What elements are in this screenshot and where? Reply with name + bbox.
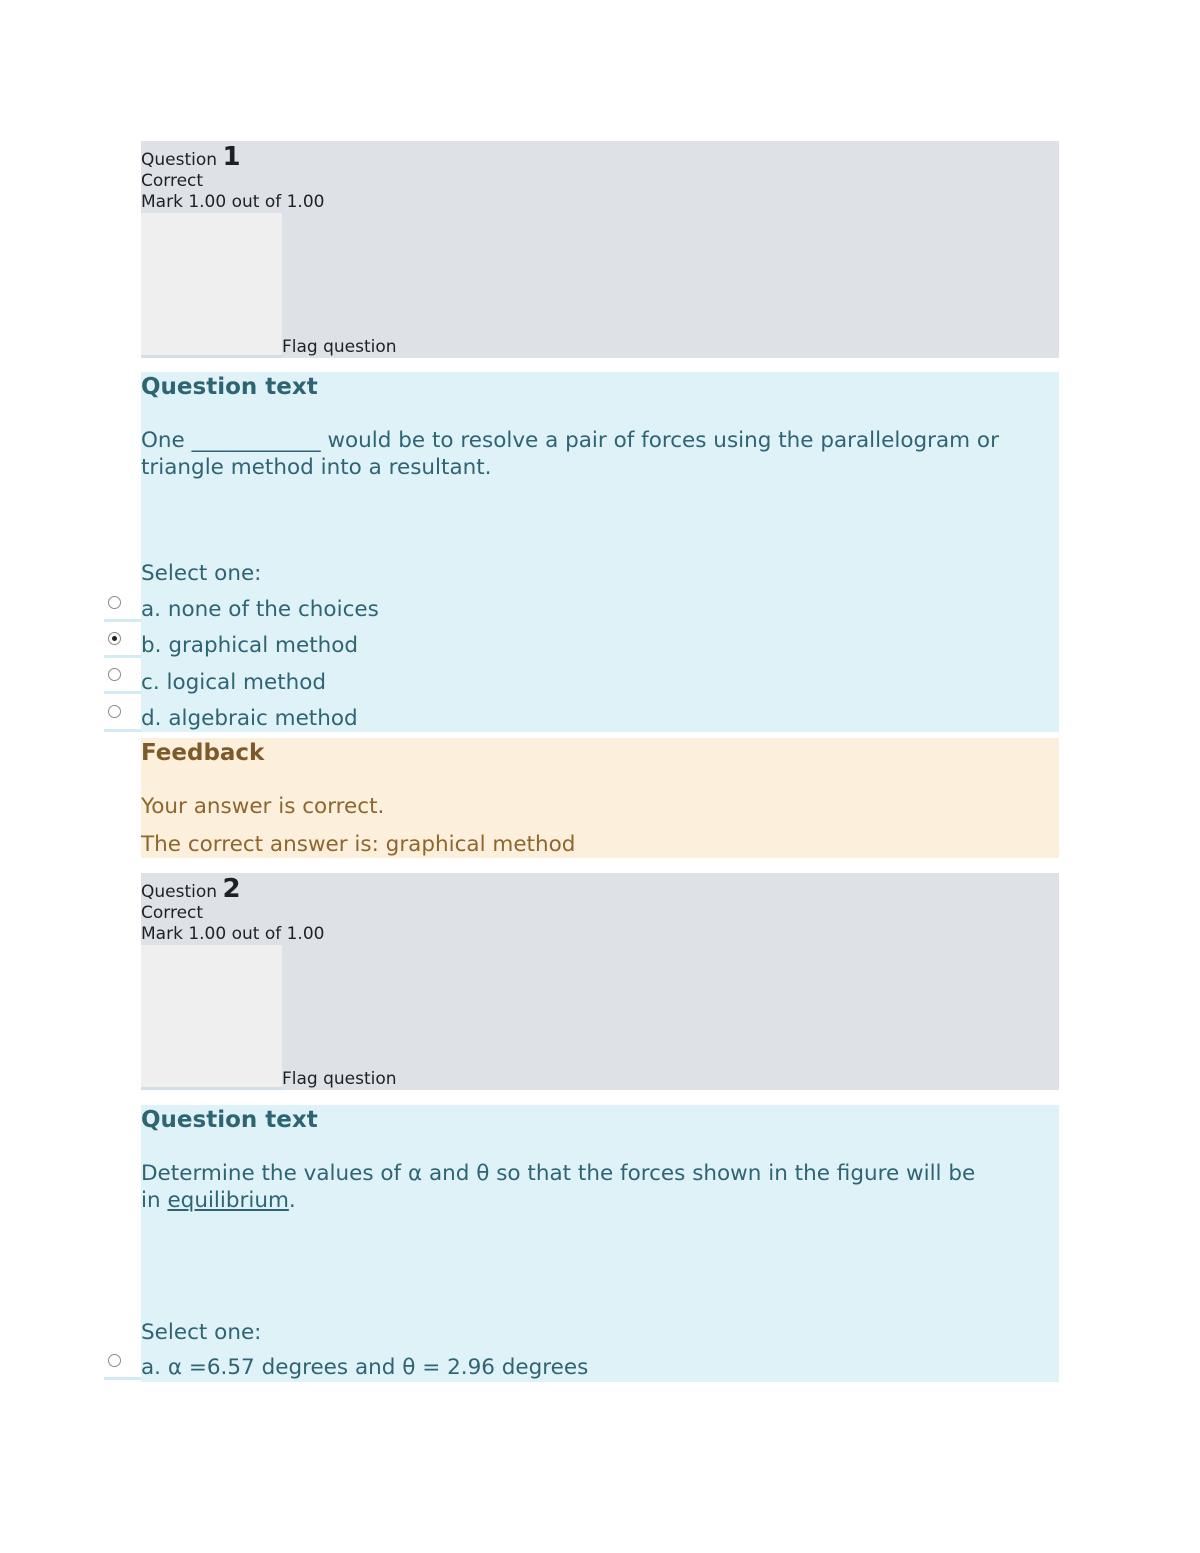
select-one-prompt: Select one: [141, 561, 262, 586]
option-a-radio[interactable] [108, 1354, 121, 1367]
flag-icon-box[interactable] [141, 213, 282, 358]
option-d-radio[interactable] [108, 705, 121, 718]
question-number: 2 [222, 874, 241, 904]
question-1-text-panel [141, 372, 1059, 732]
option-b-label[interactable]: b. graphical method [141, 633, 359, 658]
option-divider [104, 1377, 141, 1380]
equilibrium-link[interactable]: equilibrium [167, 1188, 289, 1213]
question-text-line-2: triangle method into a resultant. [141, 455, 492, 480]
flag-question-link[interactable]: Flag question [282, 1069, 397, 1089]
question-2-info [141, 873, 1059, 1090]
option-a-radio[interactable] [108, 596, 121, 609]
option-b-radio[interactable] [108, 632, 121, 645]
right-answer: The correct answer is: graphical method [141, 832, 576, 857]
option-divider [104, 691, 141, 694]
question-state: Correct [141, 903, 204, 923]
text-prefix: in [141, 1188, 168, 1213]
option-divider [104, 619, 141, 622]
question-label: Question [141, 150, 218, 170]
question-text-line-1: One ____________ would be to resolve a pair of forces using the parallelogram or [141, 428, 999, 453]
question-number: 1 [222, 142, 241, 172]
question-grade: Mark 1.00 out of 1.00 [141, 192, 325, 212]
select-one-prompt: Select one: [141, 1320, 262, 1345]
question-grade: Mark 1.00 out of 1.00 [141, 924, 325, 944]
question-1-feedback [141, 738, 1059, 858]
option-a-label[interactable]: a. α =6.57 degrees and θ = 2.96 degrees [141, 1355, 589, 1380]
flag-icon-box[interactable] [141, 945, 282, 1090]
question-text-heading: Question text [141, 374, 318, 400]
option-c-label[interactable]: c. logical method [141, 670, 327, 695]
question-label: Question [141, 882, 218, 902]
text-suffix: . [288, 1188, 296, 1213]
question-2-heading [141, 874, 241, 904]
question-text-heading: Question text [141, 1107, 318, 1133]
question-text-line-2 [141, 1187, 296, 1214]
feedback-heading: Feedback [141, 740, 265, 766]
question-2-text-panel [141, 1105, 1059, 1382]
question-text-line-1: Determine the values of α and θ so that the forces shown in the figure will be [141, 1161, 976, 1186]
option-a-label[interactable]: a. none of the choices [141, 597, 379, 622]
option-c-radio[interactable] [108, 668, 121, 681]
option-divider [104, 729, 141, 732]
flag-question-link[interactable]: Flag question [282, 337, 397, 357]
general-feedback: Your answer is correct. [141, 794, 385, 819]
option-d-label[interactable]: d. algebraic method [141, 706, 358, 731]
option-divider [104, 655, 141, 658]
question-1-heading [141, 142, 241, 172]
question-1-info [141, 141, 1059, 358]
question-state: Correct [141, 171, 204, 191]
